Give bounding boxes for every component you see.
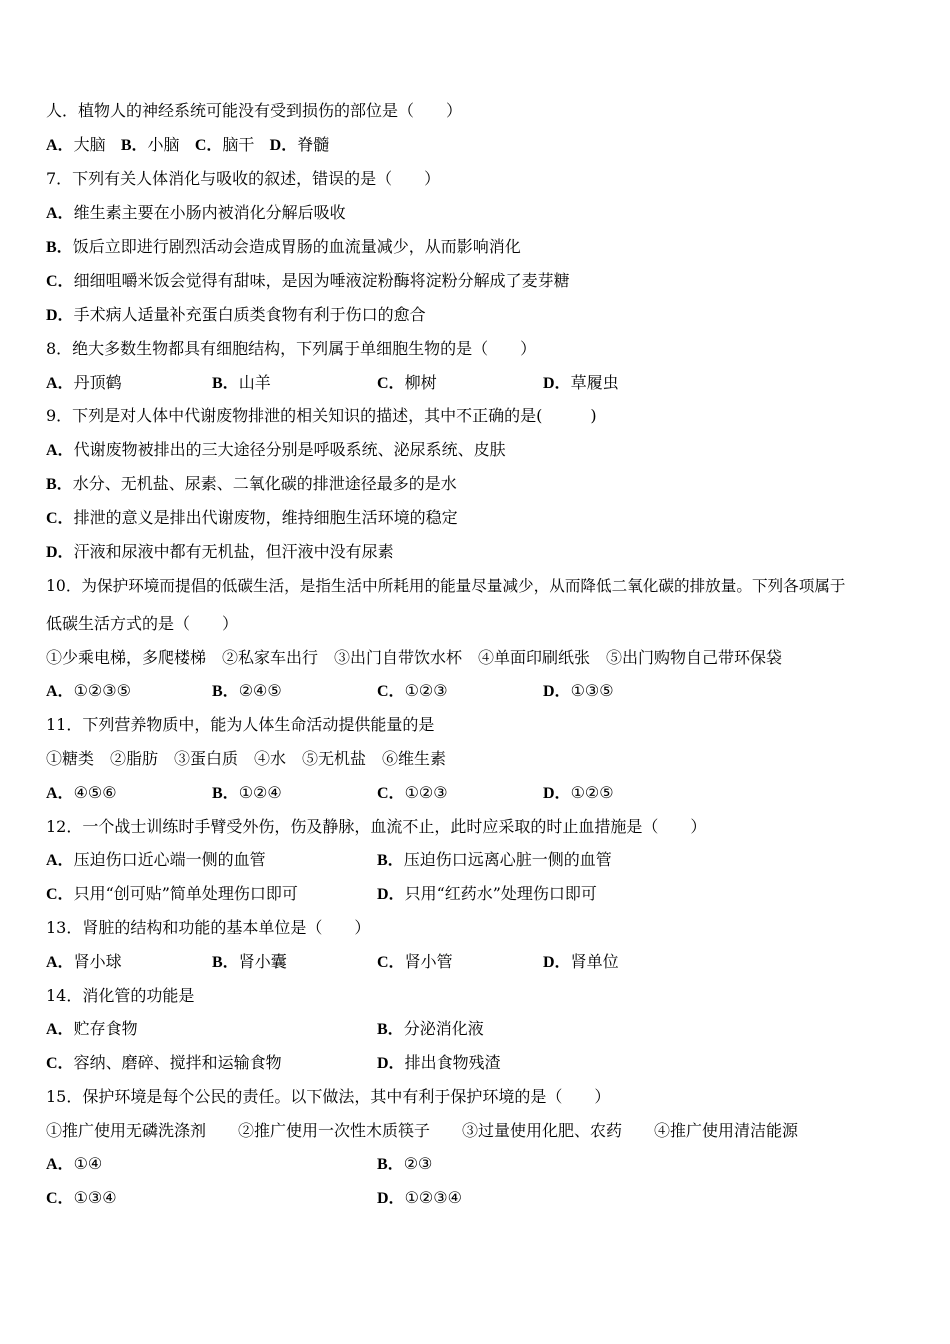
option-label: A． xyxy=(46,1156,74,1173)
option-text: 丹顶鹤 xyxy=(73,373,122,392)
question-7-option-d xyxy=(46,305,426,326)
option-label: D． xyxy=(269,137,298,154)
question-11-option-a xyxy=(46,783,117,804)
option-text: ①④ xyxy=(73,1154,103,1173)
option-text: ①②③ xyxy=(404,783,448,802)
option-label: B． xyxy=(46,476,73,493)
option-text: 汗液和尿液中都有无机盐，但汗液中没有尿素 xyxy=(73,542,394,561)
question-15-stem: 15．保护环境是每个公民的责任。以下做法，其中有利于保护环境的是（ ） xyxy=(46,1087,611,1106)
question-8-option-d xyxy=(543,373,619,394)
option-label: B． xyxy=(377,1156,404,1173)
option-label: D． xyxy=(543,954,571,971)
question-11-items: ①糖类 ②脂肪 ③蛋白质 ④水 ⑤无机盐 ⑥维生素 xyxy=(46,749,447,768)
option-text: 分泌消化液 xyxy=(403,1019,484,1038)
question-6-options xyxy=(46,135,329,156)
option-text: ①②④ xyxy=(238,783,282,802)
option-label: A． xyxy=(46,205,74,222)
question-9-option-c xyxy=(46,508,458,529)
question-8-option-b xyxy=(212,373,271,394)
option-text: 饭后立即进行剧烈活动会造成胃肠的血流量减少，从而影响消化 xyxy=(72,237,521,256)
option-label: D． xyxy=(543,785,571,802)
option-text: ①②③ xyxy=(404,681,448,700)
question-13-stem: 13．肾脏的结构和功能的基本单位是（ ） xyxy=(46,918,371,937)
option-label: D． xyxy=(543,375,571,392)
question-10-items: ①少乘电梯，多爬楼梯 ②私家车出行 ③出门自带饮水杯 ④单面印刷纸张 ⑤出门购物自己带环保袋 xyxy=(46,648,783,667)
question-14-option-d xyxy=(377,1053,501,1074)
option-text: 细细咀嚼米饭会觉得有甜味，是因为唾液淀粉酶将淀粉分解成了麦芽糖 xyxy=(73,271,570,290)
question-12-option-b xyxy=(377,850,612,871)
question-12-stem: 12．一个战士训练时手臂受外伤，伤及静脉，血流不止，此时应采取的时止血措施是（ ） xyxy=(46,817,707,836)
question-10-option-c xyxy=(377,681,448,702)
question-9-option-d xyxy=(46,542,394,563)
option-text: ①③⑤ xyxy=(570,681,614,700)
option-label: A． xyxy=(46,1021,74,1038)
question-13-option-d xyxy=(543,952,619,973)
question-14-option-c xyxy=(46,1053,282,1074)
option-text: 只用“创可贴”简单处理伤口即可 xyxy=(73,884,298,903)
option-label: A． xyxy=(46,375,74,392)
option-text: 排出食物残渣 xyxy=(404,1053,501,1072)
option-text: 大脑 xyxy=(73,135,106,154)
option-label: D． xyxy=(46,544,74,561)
option-text: 肾小球 xyxy=(73,952,122,971)
option-label: C． xyxy=(46,273,74,290)
question-13-option-c xyxy=(377,952,453,973)
question-7-option-c xyxy=(46,271,570,292)
option-text: 排泄的意义是排出代谢废物，维持细胞生活环境的稳定 xyxy=(73,508,458,527)
option-label: C． xyxy=(377,683,405,700)
option-label: D． xyxy=(377,1190,405,1207)
option-text: ①②⑤ xyxy=(570,783,614,802)
option-label: C． xyxy=(377,954,405,971)
question-15-option-a xyxy=(46,1154,102,1175)
option-label: D． xyxy=(46,307,74,324)
question-11-option-b xyxy=(212,783,282,804)
question-8-stem: 8．绝大多数生物都具有细胞结构，下列属于单细胞生物的是（ ） xyxy=(46,339,537,358)
option-text: 手术病人适量补充蛋白质类食物有利于伤口的愈合 xyxy=(73,305,426,324)
option-label: B． xyxy=(212,954,239,971)
option-label: D． xyxy=(377,1055,405,1072)
option-text: 压迫伤口近心端一侧的血管 xyxy=(73,850,266,869)
option-label: D． xyxy=(543,683,571,700)
question-12-option-d xyxy=(377,884,597,905)
question-14-option-a xyxy=(46,1019,138,1040)
option-text: 水分、无机盐、尿素、二氧化碳的排泄途径最多的是水 xyxy=(72,474,457,493)
option-text: 脑干 xyxy=(222,135,255,154)
option-text: 草履虫 xyxy=(570,373,619,392)
option-label: A． xyxy=(46,954,74,971)
option-label: C． xyxy=(46,886,74,903)
question-8-option-a xyxy=(46,373,122,394)
question-12-option-a xyxy=(46,850,266,871)
option-text: ①③④ xyxy=(73,1188,117,1207)
question-7-option-a xyxy=(46,203,346,224)
option-label: C． xyxy=(46,1190,74,1207)
option-label: B． xyxy=(377,1021,404,1038)
option-text: ②③ xyxy=(403,1154,433,1173)
question-9-option-a xyxy=(46,440,506,461)
question-14-option-b xyxy=(377,1019,484,1040)
option-text: 肾小囊 xyxy=(238,952,287,971)
option-text: 只用“红药水”处理伤口即可 xyxy=(404,884,597,903)
option-text: 小脑 xyxy=(147,135,180,154)
question-7-stem: 7．下列有关人体消化与吸收的叙述，错误的是（ ） xyxy=(46,169,441,188)
question-10-option-b xyxy=(212,681,282,702)
option-text: ②④⑤ xyxy=(238,681,282,700)
question-15-option-d xyxy=(377,1188,462,1209)
option-label: C． xyxy=(194,137,223,154)
option-label: B． xyxy=(212,785,239,802)
option-text: 容纳、磨碎、搅拌和运输食物 xyxy=(73,1053,282,1072)
question-11-stem: 11．下列营养物质中，能为人体生命活动提供能量的是 xyxy=(46,715,435,734)
option-text: 山羊 xyxy=(238,373,271,392)
question-13-option-b xyxy=(212,952,287,973)
option-label: B． xyxy=(212,375,239,392)
option-label: B． xyxy=(212,683,239,700)
option-label: A． xyxy=(46,852,74,869)
question-7-option-b xyxy=(46,237,521,258)
question-11-option-c xyxy=(377,783,448,804)
option-text: 肾单位 xyxy=(570,952,619,971)
option-label: B． xyxy=(120,137,148,154)
option-text: ④⑤⑥ xyxy=(73,783,117,802)
question-9-stem: 9．下列是对人体中代谢废物排泄的相关知识的描述，其中不正确的是( ) xyxy=(46,406,597,425)
option-label: C． xyxy=(377,785,405,802)
option-text: 肾小管 xyxy=(404,952,453,971)
question-10-stem-line2: 低碳生活方式的是（ ） xyxy=(46,614,239,633)
option-text: 贮存食物 xyxy=(73,1019,138,1038)
option-text: 柳树 xyxy=(404,373,437,392)
question-15-items: ①推广使用无磷洗涤剂 ②推广使用一次性木质筷子 ③过量使用化肥、农药 ④推广使用清洁能源 xyxy=(46,1121,799,1140)
option-text: ①②③④ xyxy=(404,1188,462,1207)
option-label: B． xyxy=(377,852,404,869)
question-6-stem: 人．植物人的神经系统可能没有受到损伤的部位是（ ） xyxy=(46,101,463,120)
option-text: 脊髓 xyxy=(297,135,330,154)
question-14-stem: 14．消化管的功能是 xyxy=(46,986,195,1005)
question-13-option-a xyxy=(46,952,122,973)
option-label: A． xyxy=(46,442,74,459)
question-10-stem-line1: 10．为保护环境而提倡的低碳生活，是指生活中所耗用的能量尽量减少，从而降低二氧化碳的排放量。下列各项属于 xyxy=(46,577,846,595)
option-text: 压迫伤口远离心脏一侧的血管 xyxy=(403,850,612,869)
option-label: B． xyxy=(46,239,73,256)
option-label: C． xyxy=(377,375,405,392)
question-15-option-c xyxy=(46,1188,117,1209)
question-15-option-b xyxy=(377,1154,432,1175)
question-8-option-c xyxy=(377,373,437,394)
option-label: A． xyxy=(46,785,74,802)
question-10-option-a xyxy=(46,681,131,702)
question-12-option-c xyxy=(46,884,298,905)
option-label: D． xyxy=(377,886,405,903)
option-text: 维生素主要在小肠内被消化分解后吸收 xyxy=(73,203,346,222)
option-label: C． xyxy=(46,1055,74,1072)
question-10-option-d xyxy=(543,681,614,702)
option-text: ①②③⑤ xyxy=(73,681,131,700)
option-label: A． xyxy=(46,137,74,154)
question-11-option-d xyxy=(543,783,614,804)
option-label: A． xyxy=(46,683,74,700)
option-text: 代谢废物被排出的三大途径分别是呼吸系统、泌尿系统、皮肤 xyxy=(73,440,506,459)
option-label: C． xyxy=(46,510,74,527)
question-9-option-b xyxy=(46,474,457,495)
